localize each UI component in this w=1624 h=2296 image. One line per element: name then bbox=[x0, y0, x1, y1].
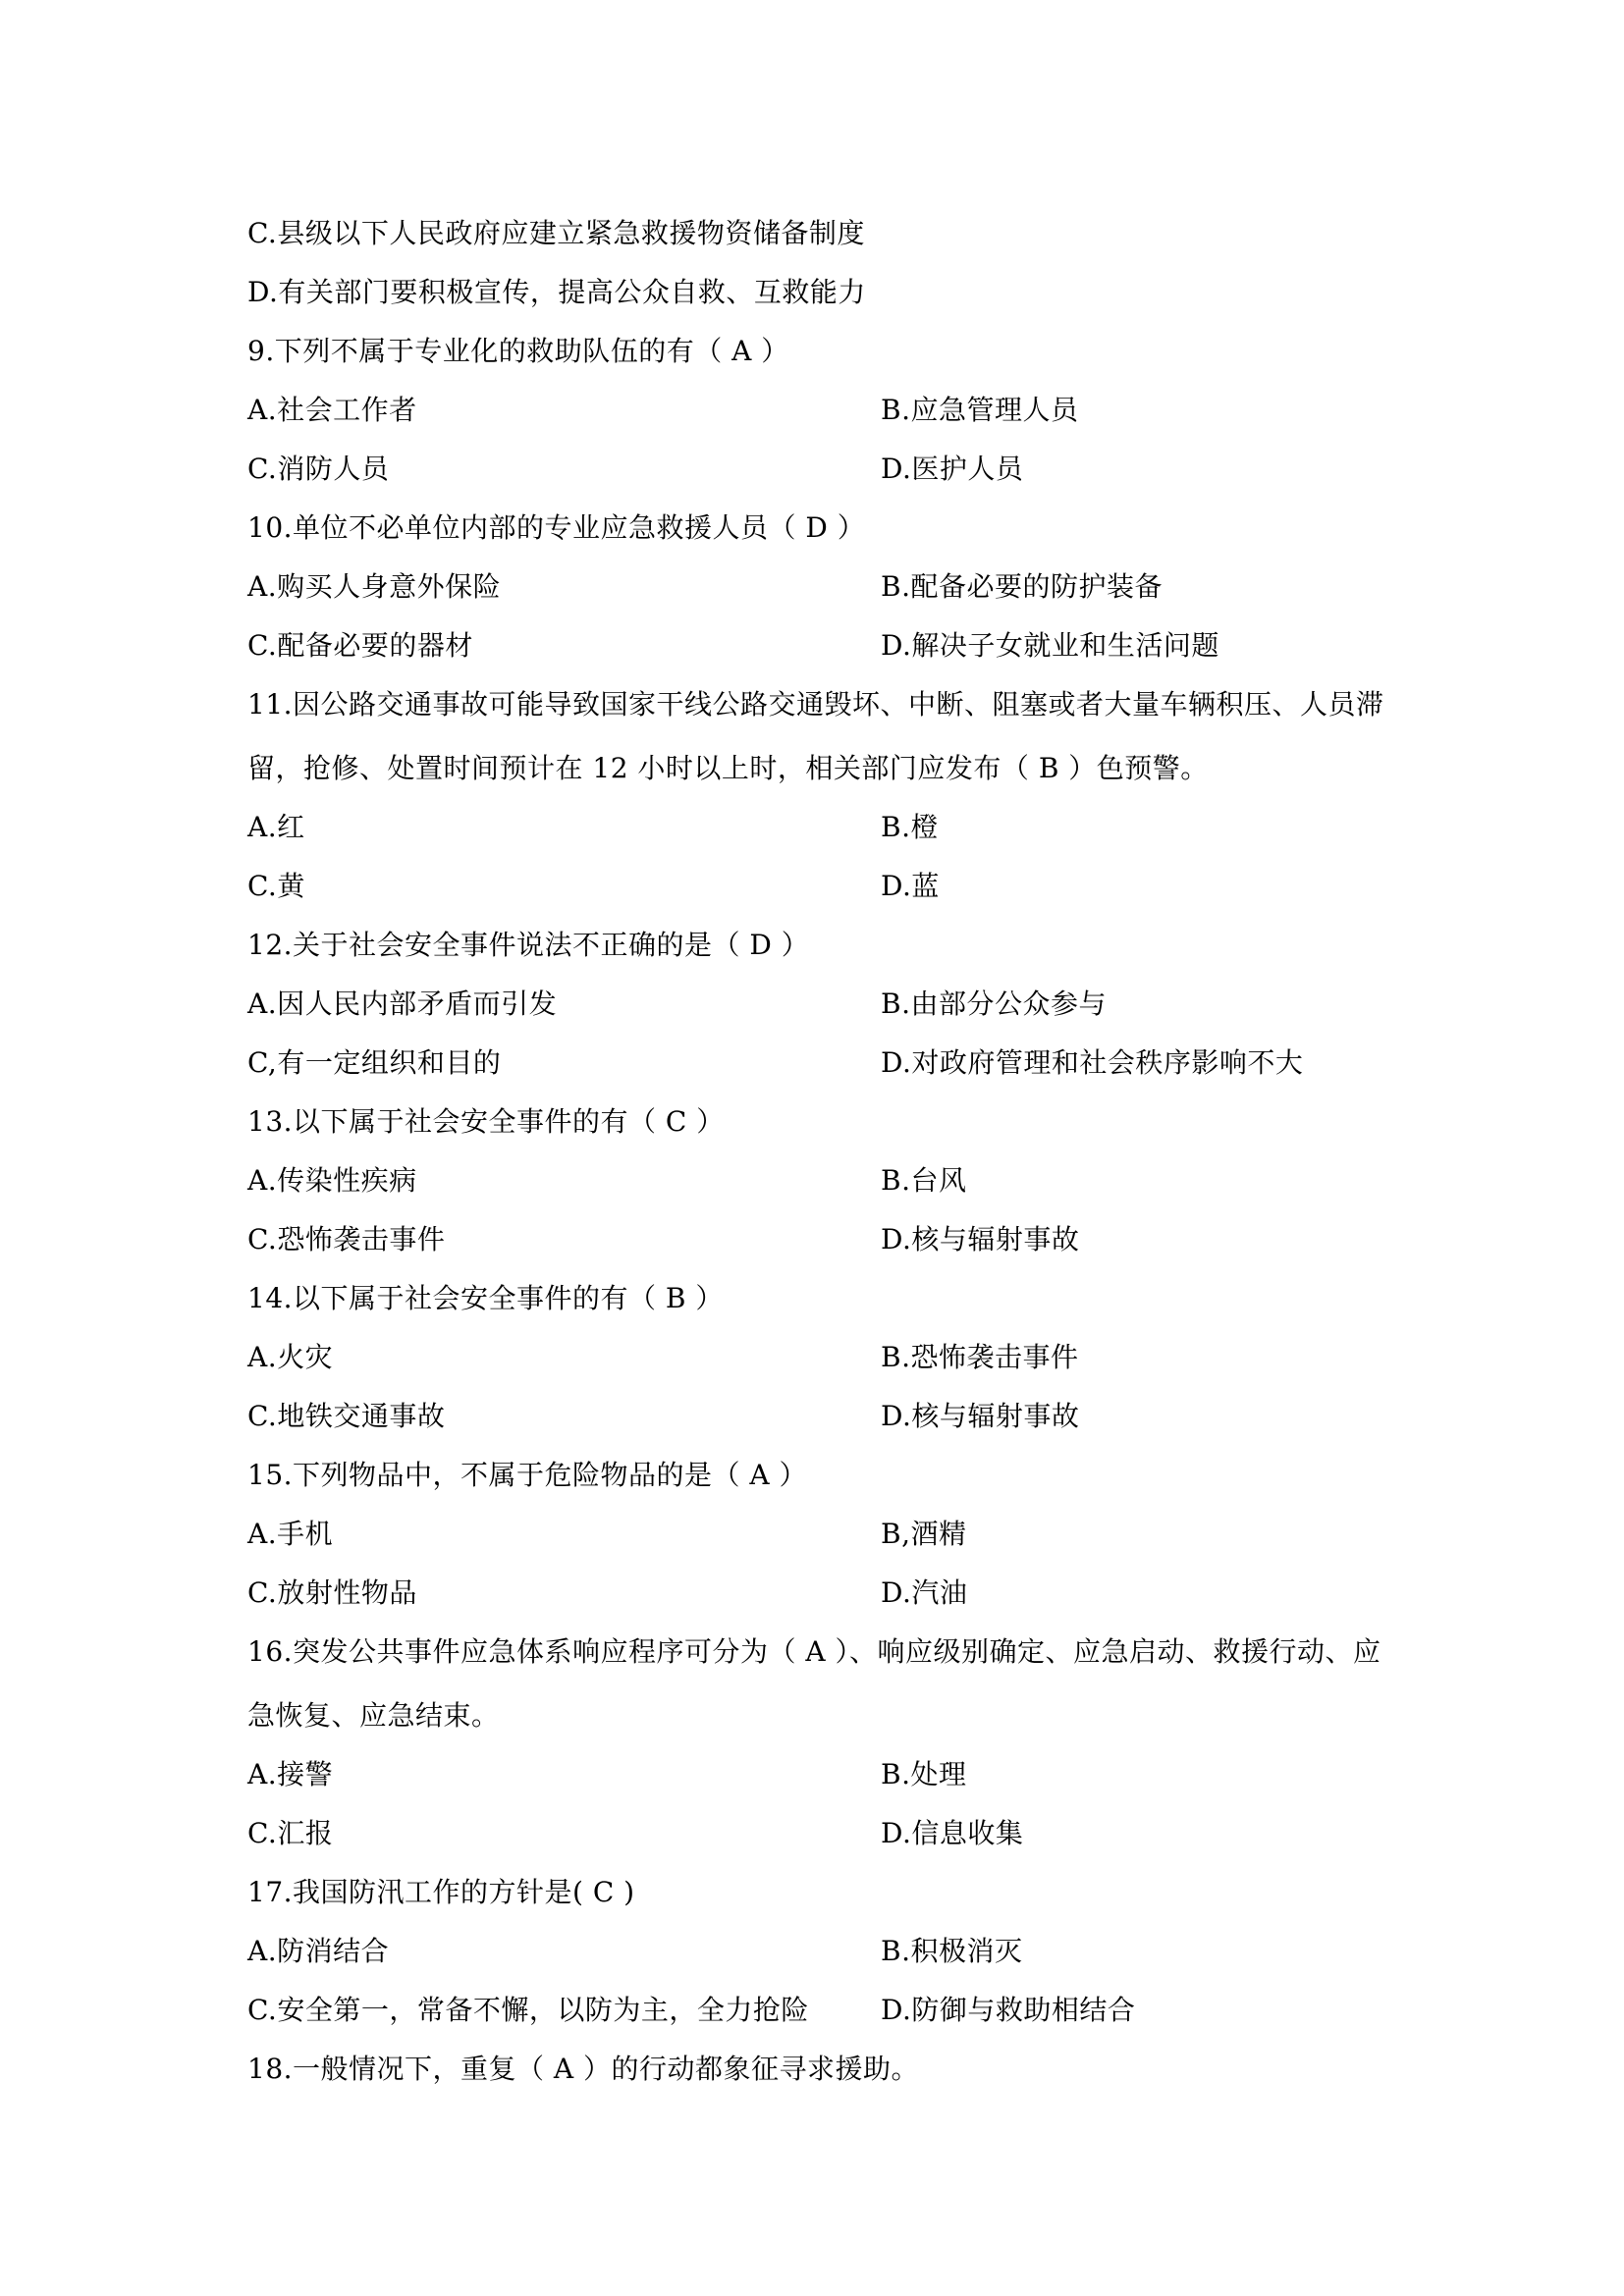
text-line: C.放射性物品 bbox=[247, 1576, 417, 1609]
option-right: B.应急管理人员 bbox=[881, 394, 1079, 426]
text-line: C.安全第一，常备不懈，以防为主，全力抢险 bbox=[247, 1994, 809, 2026]
text-line: 13.以下属于社会安全事件的有（ C ） bbox=[247, 1105, 725, 1138]
option-right: B,酒精 bbox=[881, 1518, 967, 1550]
text-line: 12.关于社会安全事件说法不正确的是（ D ） bbox=[247, 929, 810, 961]
text-line: C.县级以下人民政府应建立紧急救援物资储备制度 bbox=[247, 217, 865, 249]
option-right: D.解决子女就业和生活问题 bbox=[881, 629, 1219, 662]
option-right: D.医护人员 bbox=[881, 453, 1024, 485]
option-right: B.恐怖袭击事件 bbox=[881, 1341, 1079, 1373]
option-right: B.处理 bbox=[881, 1758, 967, 1790]
text-line: 9.下列不属于专业化的救助队伍的有（ A ） bbox=[247, 335, 789, 367]
text-line: 留，抢修、处置时间预计在 12 小时以上时，相关部门应发布（ B ）色预警。 bbox=[247, 752, 1209, 784]
text-line: C.地铁交通事故 bbox=[247, 1400, 446, 1432]
text-line: D.有关部门要积极宣传，提高公众自救、互救能力 bbox=[247, 276, 866, 308]
text-line: A.手机 bbox=[247, 1518, 334, 1550]
text-line: A.购买人身意外保险 bbox=[247, 570, 502, 603]
text-line: A.火灾 bbox=[247, 1341, 334, 1373]
option-right: D.核与辐射事故 bbox=[881, 1400, 1080, 1432]
text-line: C.恐怖袭击事件 bbox=[247, 1223, 446, 1255]
option-right: B.橙 bbox=[881, 811, 939, 843]
text-line: A.防消结合 bbox=[247, 1935, 390, 1967]
text-line: C.黄 bbox=[247, 870, 305, 902]
option-right: D.核与辐射事故 bbox=[881, 1223, 1080, 1255]
text-line: A.接警 bbox=[247, 1758, 334, 1790]
text-line: 18.一般情况下，重复（ A ）的行动都象征寻求援助。 bbox=[247, 2053, 920, 2085]
text-line: C,有一定组织和目的 bbox=[247, 1046, 502, 1079]
text-line: A.传染性疾病 bbox=[247, 1164, 417, 1197]
option-right: B.积极消灭 bbox=[881, 1935, 1023, 1967]
text-line: 15.下列物品中，不属于危险物品的是（ A ） bbox=[247, 1459, 808, 1491]
option-right: B.由部分公众参与 bbox=[881, 988, 1107, 1020]
option-right: D.防御与救助相结合 bbox=[881, 1994, 1136, 2026]
text-line: 16.突发公共事件应急体系响应程序可分为（ A ）、响应级别确定、应急启动、救援行动、应 bbox=[247, 1635, 1381, 1668]
text-line: C.汇报 bbox=[247, 1817, 334, 1849]
text-line: 17.我国防汛工作的方针是( C ) bbox=[247, 1876, 635, 1908]
option-right: D.对政府管理和社会秩序影响不大 bbox=[881, 1046, 1304, 1079]
text-line: C.配备必要的器材 bbox=[247, 629, 473, 662]
option-right: B.台风 bbox=[881, 1164, 967, 1197]
text-line: 10.单位不必单位内部的专业应急救援人员（ D ） bbox=[247, 511, 866, 544]
text-line: 11.因公路交通事故可能导致国家干线公路交通毁坏、中断、阻塞或者大量车辆积压、人员滞 bbox=[247, 688, 1384, 721]
text-line: A.社会工作者 bbox=[247, 394, 417, 426]
text-line: A.红 bbox=[247, 811, 305, 843]
text-line: 急恢复、应急结束。 bbox=[247, 1699, 500, 1732]
option-right: D.汽油 bbox=[881, 1576, 968, 1609]
text-line: 14.以下属于社会安全事件的有（ B ） bbox=[247, 1282, 724, 1314]
option-right: D.信息收集 bbox=[881, 1817, 1024, 1849]
option-right: B.配备必要的防护装备 bbox=[881, 570, 1163, 603]
text-line: A.因人民内部矛盾而引发 bbox=[247, 988, 558, 1020]
option-right: D.蓝 bbox=[881, 870, 940, 902]
text-line: C.消防人员 bbox=[247, 453, 390, 485]
